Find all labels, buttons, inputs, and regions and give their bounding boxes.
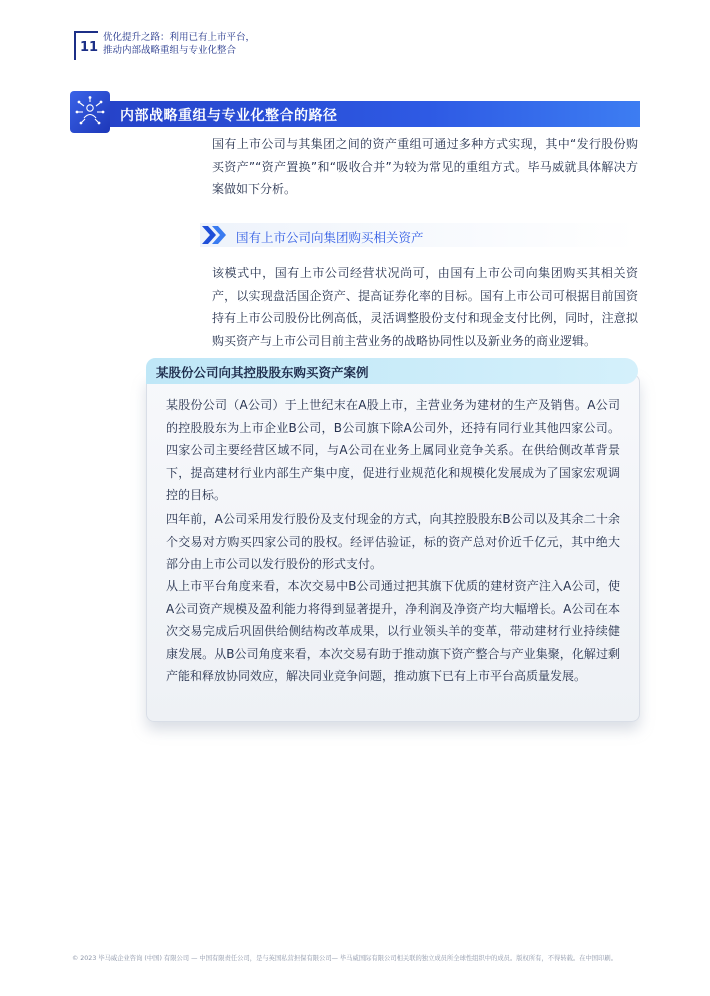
case-paragraph-2: 四年前，A公司采用发行股份及支付现金的方式，向其控股股东B公司以及其余二十余个交易对方购买四家公司的股权。经评估验证，标的资产总对价近千亿元，其中绝大部分由上市公司以发行股份的形式支付。 [166,512,620,571]
subsection-title: 国有上市公司向集团购买相关资产 [236,230,424,245]
double-chevron-right-icon [200,223,230,251]
running-header-line-2: 推动内部战略重组与专业化整合 [103,45,237,56]
copyright-footer: © 2023 毕马威企业咨询 (中国) 有限公司 — 中国有限责任公司，是与英国私营担保有限公司— 毕马威国际有限公司相关联的独立成员所全球性组织中的成员。版权所有，不得转载。在中国印刷。 [72,955,617,962]
section-title: 内部战略重组与专业化整合的路径 [120,108,338,124]
mode-paragraph: 该模式中，国有上市公司经营状况尚可，由国有上市公司向集团购买其相关资产，以实现盘活国企资产、提高证券化率的目标。国有上市公司可根据目前国资持有上市公司股份比例高低，灵活调整股份支付和现金支付比例，同时，注意拟购买资产与上市公司目前主营业务的战略协同性以及新业务的商业逻辑。 [212,266,638,348]
case-study-title: 某股份公司向其控股股东购买资产案例 [156,365,369,380]
running-header [103,31,363,57]
running-header-line-1: 优化提升之路：利用已有上市平台， [103,32,256,43]
intro-paragraph: 国有上市公司与其集团之间的资产重组可通过多种方式实现，其中“发行股份购买资产”“资产置换”和“吸收合并”为较为常见的重组方式。毕马威就具体解决方案做如下分析。 [212,137,638,196]
case-paragraph-1: 某股份公司（A公司）于上世纪末在A股上市，主营业务为建材的生产及销售。A公司的控股股东为上市企业B公司，B公司旗下除A公司外，还持有同行业其他四家公司。四家公司主要经营区域不同，与A公司在业务上属同业竞争关系。在供给侧改革背景下，提高建材行业内部生产集中度，促进行业规范化和规模化发展成为了国家宏观调控的目标。 [166,398,620,502]
page-number: 11 [80,40,99,55]
case-paragraph-3: 从上市平台角度来看，本次交易中B公司通过把其旗下优质的建材资产注入A公司，使A公司资产规模及盈利能力将得到显著提升，净利润及净资产均大幅增长。A公司在本次交易完成后巩固供给侧结构改革成果，以行业领头羊的变革，带动建材行业持续健康发展。从B公司角度来看，本次交易有助于推动旗下资产整合与产业集聚，化解过剩产能和释放协同效应，解决同业竞争问题，推动旗下已有上市平台高质量发展。 [166,579,620,683]
network-person-icon [70,91,110,133]
